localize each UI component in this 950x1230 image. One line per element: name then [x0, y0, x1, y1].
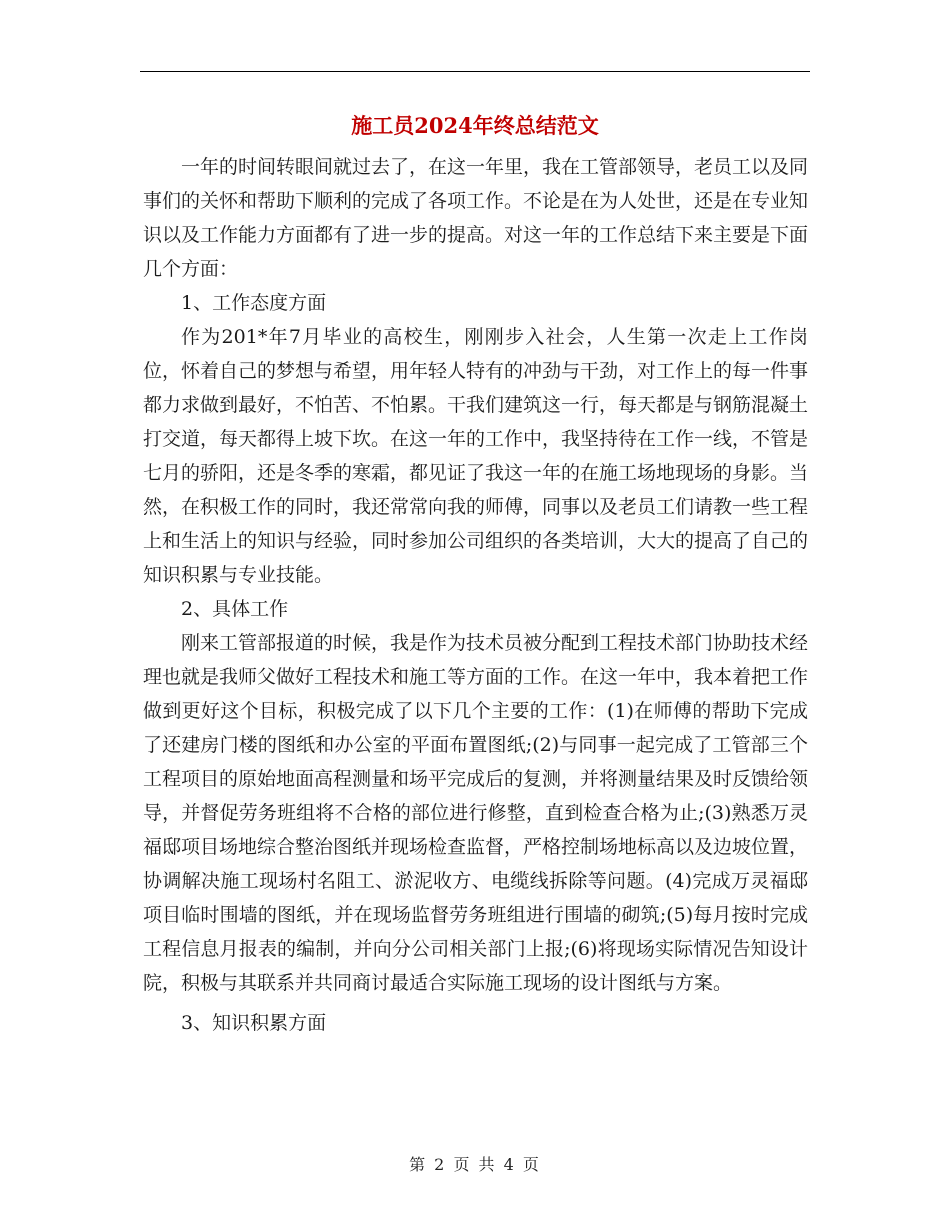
page-number-footer: 第 2 页 共 4 页	[409, 1155, 541, 1174]
section-heading-specific-work: 2、具体工作	[181, 598, 289, 620]
work-attitude-paragraph: 作为201*年7月毕业的高校生，刚刚步入社会，人生第一次走上工作岗位，怀着自己的梦想与希望，用年轻人特有的冲劲与干劲，对工作上的每一件事都力求做到最好，不怕苦、不怕累。干我们建筑这一行，每天都是与钢筋混凝土打交道，每天都得上坡下坎。在这一年的工作中，我坚持待在工作一线，不管是七月的骄阳，还是冬季的寒霜，都见证了我这一年的在施工场地现场的身影。当然，在积极工作的同时，我还常常向我的师傅，同事以及老员工们请教一些工程上和生活上的知识与经验，同时参加公司组织的各类培训，大大的提高了自己的知识积累与专业技能。	[143, 326, 809, 586]
specific-work-paragraph: 刚来工管部报道的时候，我是作为技术员被分配到工程技术部门协助技术经理也就是我师父做好工程技术和施工等方面的工作。在这一年中，我本着把工作做到更好这个目标，积极完成了以下几个主要的工作：(1)在师傅的帮助下完成了还建房门楼的图纸和办公室的平面布置图纸;(2)与同事一起完成了工管部三个工程项目的原始地面高程测量和场平完成后的复测，并将测量结果及时反馈给领导，并督促劳务班组将不合格的部位进行修整，直到检查合格为止;(3)熟悉万灵福邸项目场地综合整治图纸并现场检查监督，严格控制场地标高以及边坡位置，协调解决施工现场村名阻工、淤泥收方、电缆线拆除等问题。(4)完成万灵福邸项目临时围墙的图纸，并在现场监督劳务班组进行围墙的砌筑;(5)每月按时完成工程信息月报表的编制，并向分公司相关部门上报;(6)将现场实际情况告知设计院，积极与其联系并共同商讨最适合实际施工现场的设计图纸与方案。	[143, 632, 809, 994]
header-rule	[140, 71, 810, 72]
intro-paragraph: 一年的时间转眼间就过去了，在这一年里，我在工管部领导，老员工以及同事们的关怀和帮助下顺利的完成了各项工作。不论是在为人处世，还是在专业知识以及工作能力方面都有了进一步的提高。对这一年的工作总结下来主要是下面几个方面：	[143, 156, 809, 280]
document-body	[143, 150, 808, 1040]
section-heading-work-attitude: 1、工作态度方面	[181, 292, 327, 314]
section-heading-knowledge: 3、知识积累方面	[181, 1012, 327, 1034]
document-title: 施工员2024年终总结范文	[351, 113, 599, 138]
